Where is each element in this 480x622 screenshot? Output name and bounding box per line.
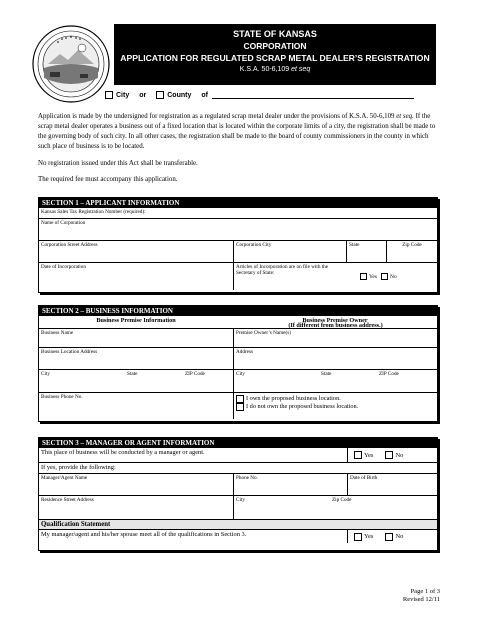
business-phone-field[interactable] <box>39 393 233 419</box>
kansas-state-seal-icon <box>30 24 112 104</box>
section2-title: SECTION 2 – BUSINESS INFORMATION <box>39 306 437 316</box>
manager-name-label: Manager/Agent Name <box>41 475 88 481</box>
qualification-no-option[interactable] <box>385 533 403 541</box>
conducted-no-checkbox[interactable] <box>385 451 393 459</box>
corp-street-field[interactable] <box>39 241 233 262</box>
revision-date: Revised 12/11 <box>402 596 440 603</box>
form-title: APPLICATION FOR REGULATED SCRAP METAL DEALER’S REGISTRATION <box>120 53 430 63</box>
qualification-yes-option[interactable] <box>354 533 373 541</box>
residence-city-label: City <box>236 497 245 503</box>
state-title: STATE OF KANSAS <box>233 29 317 39</box>
corp-city-field[interactable] <box>233 241 346 262</box>
business-phone-label: Business Phone No. <box>41 394 83 400</box>
section3-title: SECTION 3 – MANAGER OR AGENT INFORMATION <box>39 438 437 448</box>
jurisdiction-name-field[interactable] <box>212 92 414 99</box>
corp-name-label: Name of Corporation <box>41 220 86 226</box>
manager-dob-field[interactable] <box>347 474 437 495</box>
not-own-location-label: I do not own the proposed business location. <box>246 403 359 410</box>
s1-row-address <box>39 240 437 262</box>
residence-address-label: Residence Street Address <box>41 497 94 503</box>
owner-city-field[interactable] <box>233 370 437 392</box>
office-title: CORPORATION <box>243 41 307 51</box>
owner-heading-line2: (If different from business address.) <box>288 322 383 329</box>
manager-phone-label: Phone No. <box>236 475 258 481</box>
tax-reg-field[interactable] <box>39 208 437 218</box>
qualification-options <box>347 530 437 543</box>
corp-state-field[interactable] <box>346 241 386 262</box>
s1-row-inc <box>39 262 437 290</box>
city-checkbox[interactable] <box>105 91 113 99</box>
qualification-no-checkbox[interactable] <box>385 533 393 541</box>
owner-names-field[interactable] <box>233 322 437 347</box>
business-city-label: City <box>41 371 50 377</box>
business-state-label: State <box>127 371 138 377</box>
manager-phone-field[interactable] <box>233 474 347 495</box>
no-label: No <box>395 451 404 459</box>
or-label: or <box>139 91 147 99</box>
not-own-location-checkbox[interactable] <box>236 403 244 411</box>
s2-row-address <box>39 347 437 369</box>
residence-zip-field[interactable] <box>330 496 437 519</box>
page-footer <box>403 588 440 604</box>
corp-name-field[interactable] <box>39 219 437 240</box>
s2-row-phone <box>39 392 437 419</box>
ownership-options <box>233 393 437 419</box>
manager-dob-label: Date of Birth <box>350 475 378 481</box>
conducted-options <box>347 448 437 462</box>
own-location-checkbox[interactable] <box>236 395 244 403</box>
page-number: Page 1 of 3 <box>410 588 440 595</box>
s1-row-tax <box>39 208 437 218</box>
articles-no-checkbox[interactable] <box>381 273 388 280</box>
inc-date-field[interactable] <box>39 263 233 290</box>
if-yes-label: If yes, provide the following: <box>41 464 116 471</box>
s3-row-qual-heading <box>39 519 437 529</box>
fee-note: The required fee must accompany this application. <box>38 176 178 183</box>
qualification-statement: My manager/agent and his/her spouse meet all of the qualifications in Section 3. <box>41 531 247 538</box>
section3-manager <box>38 437 438 551</box>
section1-title: SECTION 1 – APPLICANT INFORMATION <box>39 198 437 208</box>
section1-applicant <box>38 197 438 293</box>
articles-yes-checkbox[interactable] <box>360 273 367 280</box>
of-label: of <box>201 91 208 99</box>
corp-zip-label: Zip Code <box>402 242 422 248</box>
intro-text <box>38 112 440 191</box>
no-label: No <box>395 533 404 540</box>
business-address-label: Business Location Address <box>41 349 98 355</box>
business-name-field[interactable] <box>39 329 233 347</box>
not-own-location-option[interactable] <box>236 403 435 411</box>
corp-city-label: Corporation City <box>236 242 272 248</box>
corp-zip-field[interactable] <box>386 241 437 262</box>
premise-info-heading: Business Premise Information <box>96 317 176 324</box>
owner-address-field[interactable] <box>233 348 437 369</box>
owner-state-label: State <box>321 371 332 377</box>
residence-city-field[interactable] <box>233 496 330 519</box>
no-label: No <box>390 273 397 280</box>
s1-row-name <box>39 218 437 240</box>
inc-date-label: Date of Incorporation <box>41 264 86 270</box>
qualification-yes-checkbox[interactable] <box>354 533 362 541</box>
form-header <box>114 24 436 85</box>
owner-city-label: City <box>236 371 245 377</box>
conducted-no-option[interactable] <box>385 451 403 459</box>
yes-label: Yes <box>364 451 374 459</box>
s3-row-ifyes <box>39 462 437 473</box>
s2-row-name <box>39 322 437 347</box>
jurisdiction-row <box>105 91 414 99</box>
tax-reg-label: Kansas Sales Tax Registration Number (required): <box>41 209 146 215</box>
statute-ref: K.S.A. 50-6,109 et seq <box>239 66 311 73</box>
business-name-label: Business Name <box>41 330 74 336</box>
manager-name-field[interactable] <box>39 474 233 495</box>
county-checkbox[interactable] <box>156 91 164 99</box>
residence-address-field[interactable] <box>39 496 233 519</box>
conducted-question: This place of business will be conducted by a manager or agent. <box>41 449 205 456</box>
owner-address-label: Address <box>236 349 254 355</box>
articles-no-option[interactable] <box>381 273 397 280</box>
s3-row-name <box>39 473 437 495</box>
own-location-label: I own the proposed business location. <box>246 395 341 402</box>
yes-label: Yes <box>364 533 374 540</box>
own-location-option[interactable] <box>236 395 435 403</box>
s3-row-qual <box>39 529 437 543</box>
intro-paragraph: Application is made by the undersigned for registration as a regulated scrap metal dealer under the provisions of K.S.A. 50-6,109 et seq. If the scrap metal dealer operates a business out of a fixed location that is located within the corporate limits of a city, the registration shall be made to the governing body of such city. In all other cases, the registration shall be made to the board of county commissioners in the county in which such place of business is to be located. <box>38 113 436 150</box>
s3-row-conducted <box>39 448 437 462</box>
articles-yes-option[interactable] <box>360 273 377 280</box>
qualification-heading: Qualification Statement <box>39 520 437 529</box>
corp-street-label: Corporation Street Address <box>41 242 98 248</box>
county-label: County <box>167 91 192 99</box>
owner-zip-label: ZIP Code <box>379 371 399 377</box>
conducted-yes-option[interactable] <box>354 451 373 459</box>
business-zip-label: ZIP Code <box>185 371 205 377</box>
s2-row-city <box>39 369 437 392</box>
residence-zip-label: Zip Code <box>332 497 352 503</box>
owner-names-label: Premise Owner’s Name(s) <box>236 330 291 336</box>
articles-label: Articles of Incorporation are on file with the Secretary of State: <box>236 264 329 276</box>
yes-label: Yes <box>369 273 378 280</box>
section2-business <box>38 305 438 422</box>
city-label: City <box>116 91 130 99</box>
owner-heading-line1: Business Premise Owner <box>302 317 368 324</box>
articles-cell <box>233 263 437 290</box>
business-address-field[interactable] <box>39 348 233 369</box>
transfer-note: No registration issued under this Act shall be transferable. <box>38 160 198 167</box>
s3-row-residence <box>39 495 437 519</box>
business-city-field[interactable] <box>39 370 233 392</box>
corp-state-label: State <box>349 242 360 248</box>
conducted-yes-checkbox[interactable] <box>354 451 362 459</box>
